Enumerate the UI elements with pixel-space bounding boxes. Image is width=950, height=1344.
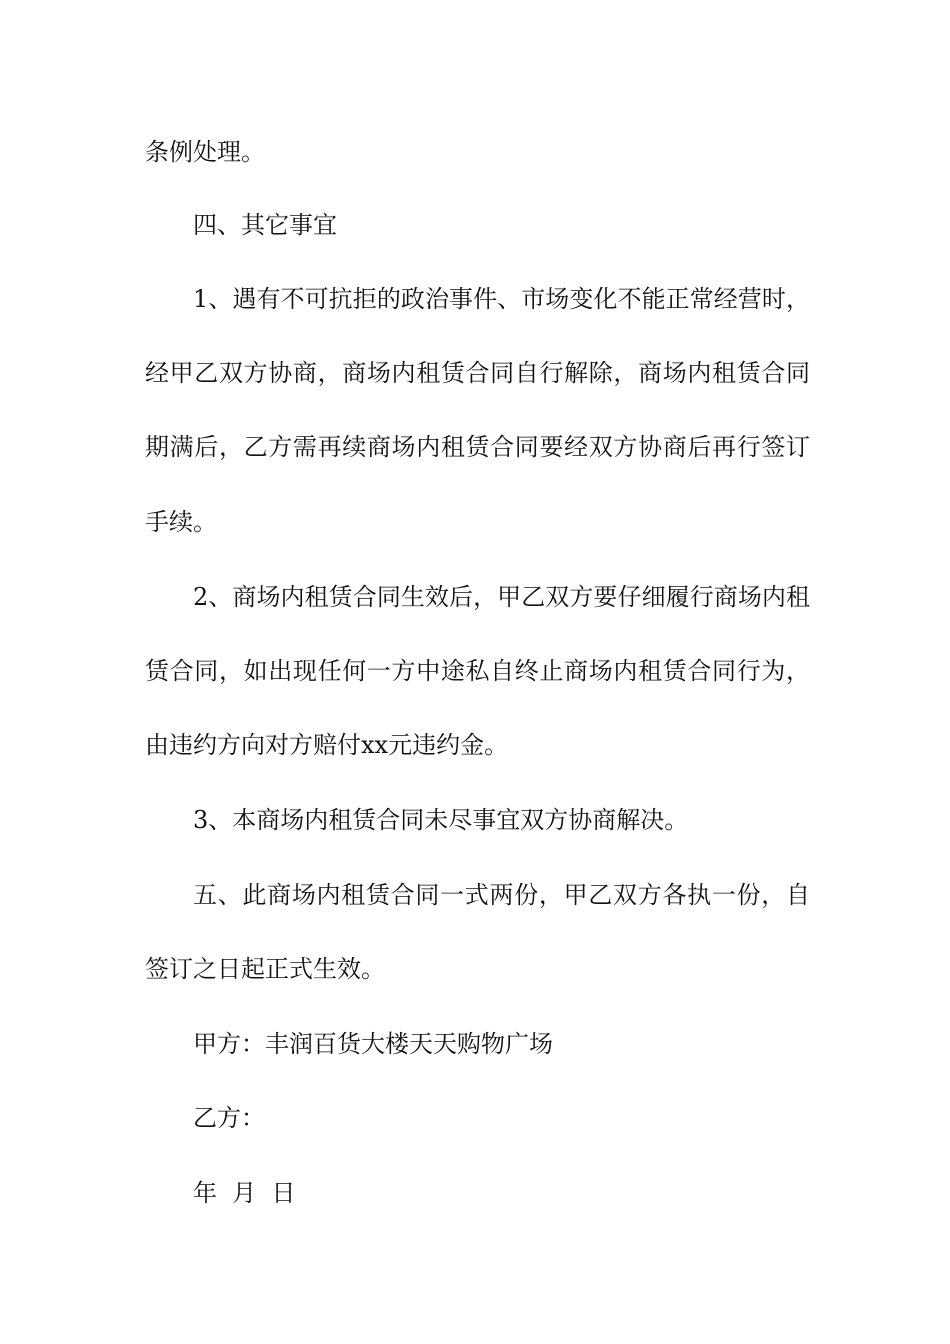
date-line: 年 月 日	[193, 1179, 296, 1207]
text-line: 2、商场内租赁合同生效后，甲乙双方要仔细履行商场内租	[193, 583, 810, 611]
text-line: 赁合同，如出现任何一方中途私自终止商场内租赁合同行为，	[145, 657, 810, 685]
text-line: 3、本商场内租赁合同未尽事宜双方协商解决。	[193, 806, 689, 834]
party-b-line: 乙方：	[193, 1104, 265, 1132]
section-heading: 四、其它事宜	[193, 211, 337, 239]
text-line: 签订之日起正式生效。	[145, 955, 385, 983]
text-line: 条例处理。	[145, 138, 265, 166]
text-line: 手续。	[145, 508, 217, 536]
party-a-line: 甲方：丰润百货大楼天天购物广场	[193, 1030, 553, 1058]
text-line: 1、遇有不可抗拒的政治事件、市场变化不能正常经营时，	[193, 285, 810, 313]
text-line: 由违约方向对方赔付xx元违约金。	[145, 731, 509, 759]
section-heading: 五、此商场内租赁合同一式两份，甲乙双方各执一份，自	[193, 881, 810, 909]
text-line: 期满后，乙方需再续商场内租赁合同要经双方协商后再行签订	[145, 433, 810, 461]
text-line: 经甲乙双方协商，商场内租赁合同自行解除，商场内租赁合同	[145, 359, 810, 387]
